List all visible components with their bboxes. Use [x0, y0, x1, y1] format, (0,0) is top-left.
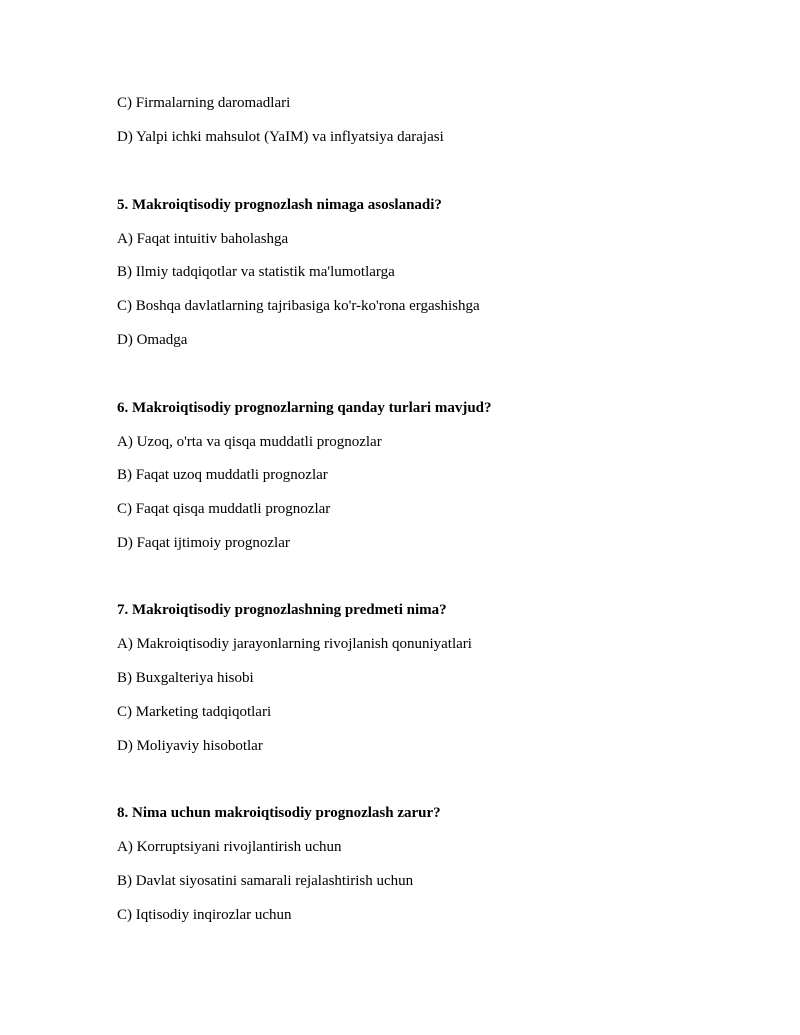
question-6-option-a: A) Uzoq, o'rta va qisqa muddatli prognozlar — [117, 434, 382, 450]
question-6-option-c: C) Faqat qisqa muddatli prognozlar — [117, 501, 331, 517]
question-5-option-c: C) Boshqa davlatlarning tajribasiga ko'r-ko'rona ergashishga — [117, 298, 480, 314]
question-7-option-a: A) Makroiqtisodiy jarayonlarning rivojlanish qonuniyatlari — [117, 636, 472, 652]
question-7-heading: 7. Makroiqtisodiy prognozlashning predmeti nima? — [117, 602, 447, 618]
option-c-text: C) Firmalarning daromadlari — [117, 95, 291, 111]
question-6-option-d: D) Faqat ijtimoiy prognozlar — [117, 535, 290, 551]
question-8-option-c: C) Iqtisodiy inqirozlar uchun — [117, 907, 292, 923]
question-5-option-b: B) Ilmiy tadqiqotlar va statistik ma'lumotlarga — [117, 264, 395, 280]
option-d-text: D) Yalpi ichki mahsulot (YaIM) va inflyatsiya darajasi — [117, 129, 444, 145]
question-5-option-d: D) Omadga — [117, 332, 188, 348]
question-5-heading: 5. Makroiqtisodiy prognozlash nimaga asoslanadi? — [117, 197, 442, 213]
question-7-option-c: C) Marketing tadqiqotlari — [117, 704, 272, 720]
question-6-option-b: B) Faqat uzoq muddatli prognozlar — [117, 467, 328, 483]
question-6-heading: 6. Makroiqtisodiy prognozlarning qanday turlari mavjud? — [117, 400, 492, 416]
question-8-option-b: B) Davlat siyosatini samarali rejalashtirish uchun — [117, 873, 414, 889]
question-8-option-a: A) Korruptsiyani rivojlantirish uchun — [117, 839, 342, 855]
question-7-option-d: D) Moliyaviy hisobotlar — [117, 738, 263, 754]
question-7-option-b: B) Buxgalteriya hisobi — [117, 670, 254, 686]
question-5-option-a: A) Faqat intuitiv baholashga — [117, 231, 289, 247]
question-8-heading: 8. Nima uchun makroiqtisodiy prognozlash zarur? — [117, 805, 441, 821]
